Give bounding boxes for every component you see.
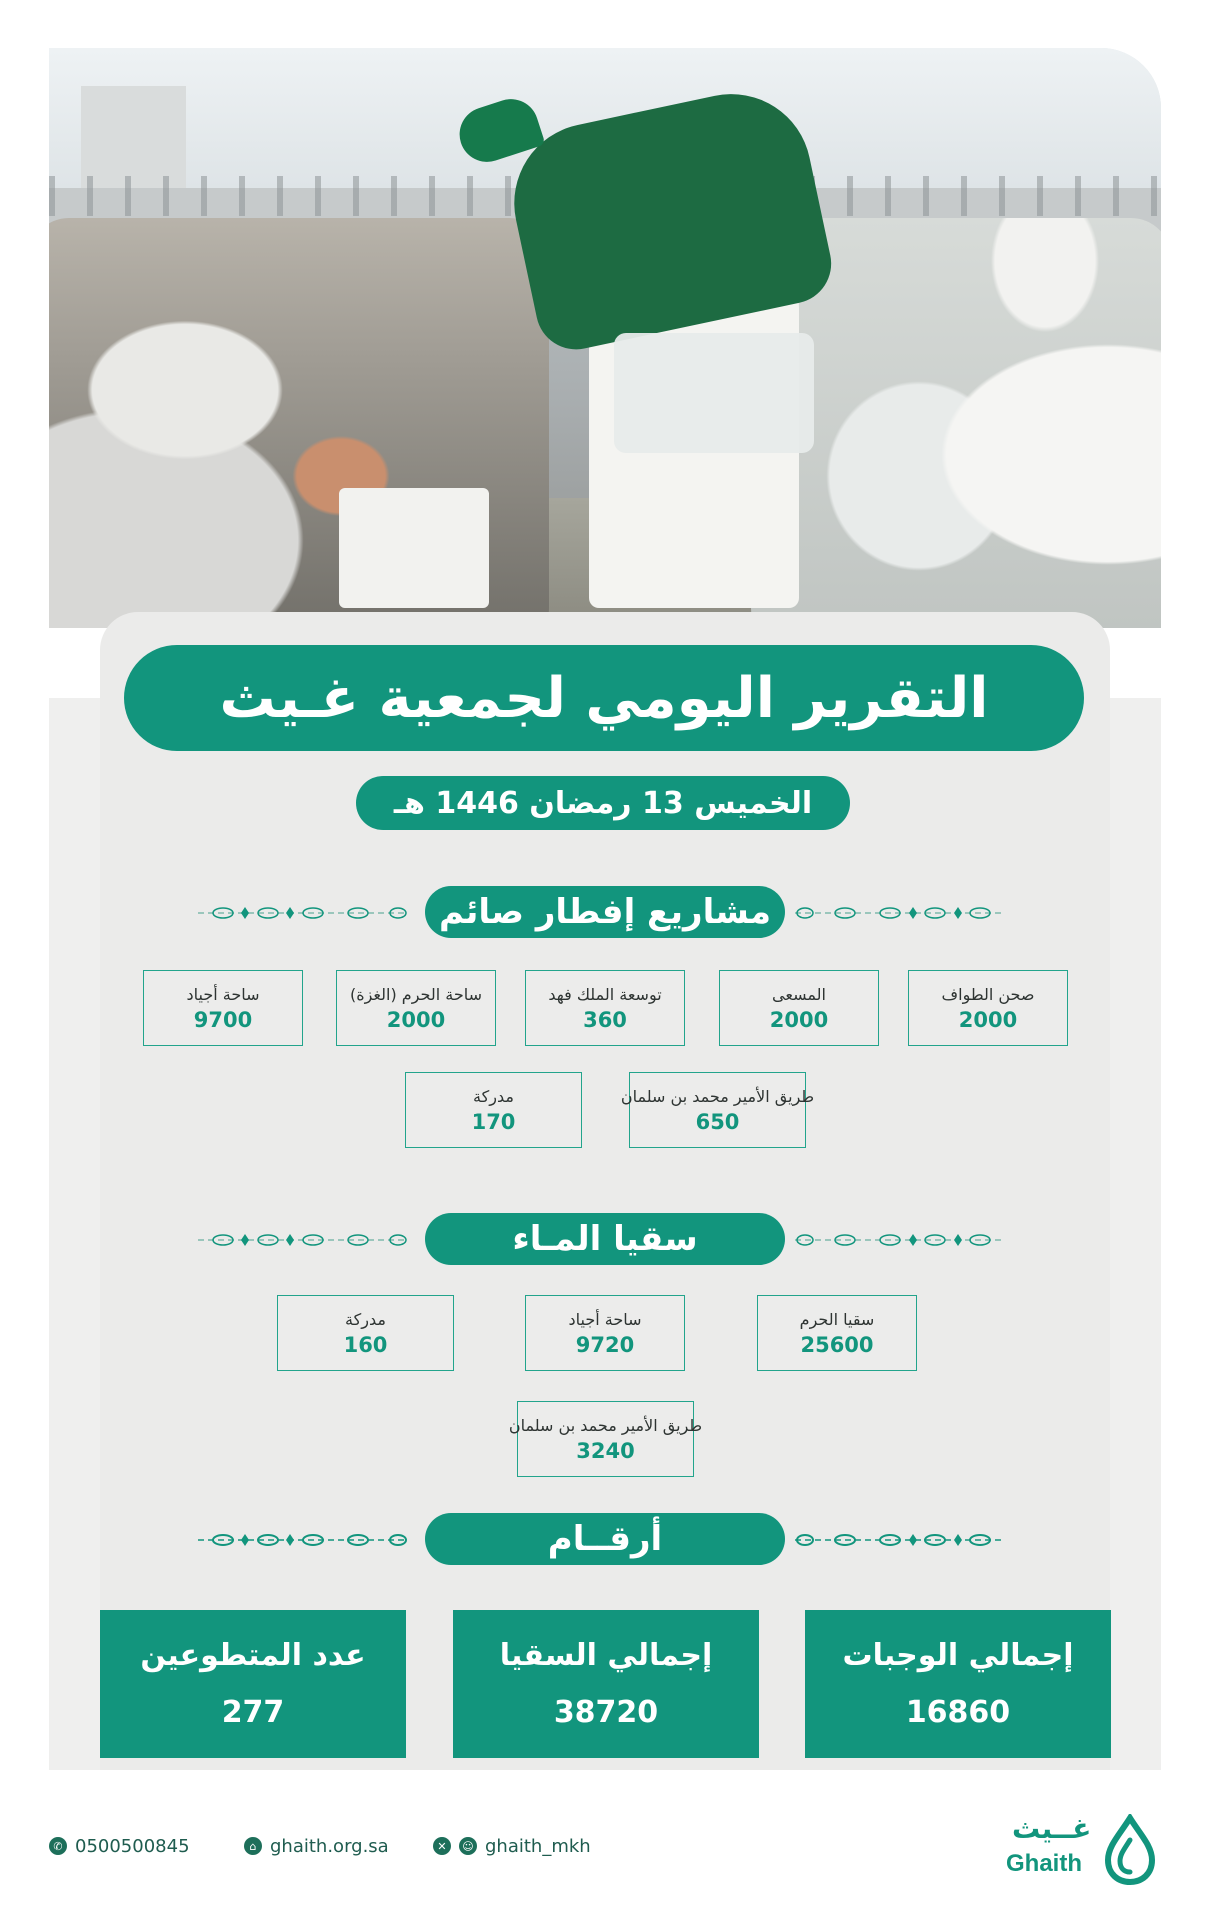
water-stat-madraka [277,1295,454,1371]
stat-label: ساحة الحرم (الغزة) [349,984,483,1004]
volunteers-card [100,1610,406,1758]
total-meals-label: إجمالي الوجبات [842,1638,1074,1673]
iftar-stat-prince-mbs-road [620,1072,815,1148]
stat-label: صحن الطواف [941,984,1035,1004]
total-meals-value: 16860 [905,1695,1011,1730]
ornament-left-icon [198,1230,408,1250]
website-url: ghaith.org.sa [270,1835,389,1857]
stat-value: 170 [471,1109,516,1134]
total-water-card [453,1610,759,1758]
whatsapp-icon: ✆ [49,1837,67,1855]
water-stat-haram [757,1295,917,1371]
footer-phone[interactable] [49,1833,190,1859]
iftar-stat-tawaf [908,970,1068,1046]
total-meals-card [805,1610,1111,1758]
stat-value: 25600 [800,1332,874,1357]
drop-logo-icon [1102,1814,1158,1886]
social-handle: ghaith_mkh [485,1835,591,1857]
report-date: الخميس 13 رمضان 1446 هـ [356,776,850,830]
water-stat-ajyad [525,1295,685,1371]
stat-label: ساحة أجياد [568,1309,642,1329]
water-stat-prince-mbs-road [508,1401,703,1477]
ghaith-logo [1000,1810,1160,1890]
stat-label: مدركة [473,1086,514,1106]
ornament-right-icon [795,1530,1005,1550]
x-icon: ✕ [433,1837,451,1855]
volunteers-value: 277 [221,1695,285,1730]
iftar-stat-haram-square [336,970,496,1046]
total-water-value: 38720 [553,1695,659,1730]
stat-label: سقيا الحرم [799,1309,875,1329]
iftar-stat-masaa [719,970,879,1046]
report-title: التقرير اليومي لجمعية غـيث [124,645,1084,751]
phone-number: 0500500845 [75,1835,190,1857]
stat-label: طريق الأمير محمد بن سلمان [508,1415,703,1435]
section-numbers-heading: أرقــام [425,1513,785,1565]
stat-value: 2000 [958,1007,1018,1032]
ornament-left-icon [198,1530,408,1550]
logo-arabic: غــيث [1012,1812,1092,1845]
section-iftar-heading: مشاريع إفطار صائم [425,886,785,938]
footer-website[interactable] [244,1833,389,1859]
stat-value: 3240 [576,1438,635,1463]
stat-value: 360 [583,1007,627,1032]
total-water-label: إجمالي السقيا [499,1638,713,1673]
ornament-right-icon [795,1230,1005,1250]
photo-meal-bags [614,333,814,453]
stat-value: 9720 [575,1332,635,1357]
stat-label: المسعى [772,984,826,1004]
stat-value: 160 [343,1332,388,1357]
photo-meal-box [339,488,489,608]
stat-value: 2000 [386,1007,446,1032]
stat-label: ساحة أجياد [186,984,260,1004]
stat-label: توسعة الملك فهد [548,984,662,1004]
stat-value: 650 [695,1109,740,1134]
iftar-stat-king-fahd [525,970,685,1046]
header-photo [49,48,1161,628]
stat-label: طريق الأمير محمد بن سلمان [620,1086,815,1106]
stat-label: مدركة [345,1309,386,1329]
iftar-stat-madraka [405,1072,582,1148]
section-water-heading: سقيا المـاء [425,1213,785,1265]
stat-value: 9700 [193,1007,253,1032]
ornament-right-icon [795,903,1005,923]
volunteers-label: عدد المتطوعين [140,1638,366,1673]
footer-social[interactable] [433,1833,591,1859]
snapchat-icon: ☺ [459,1837,477,1855]
logo-english: Ghaith [1006,1850,1082,1877]
stat-value: 2000 [769,1007,829,1032]
ornament-left-icon [198,903,408,923]
web-icon: ⌂ [244,1837,262,1855]
iftar-stat-ajyad [143,970,303,1046]
